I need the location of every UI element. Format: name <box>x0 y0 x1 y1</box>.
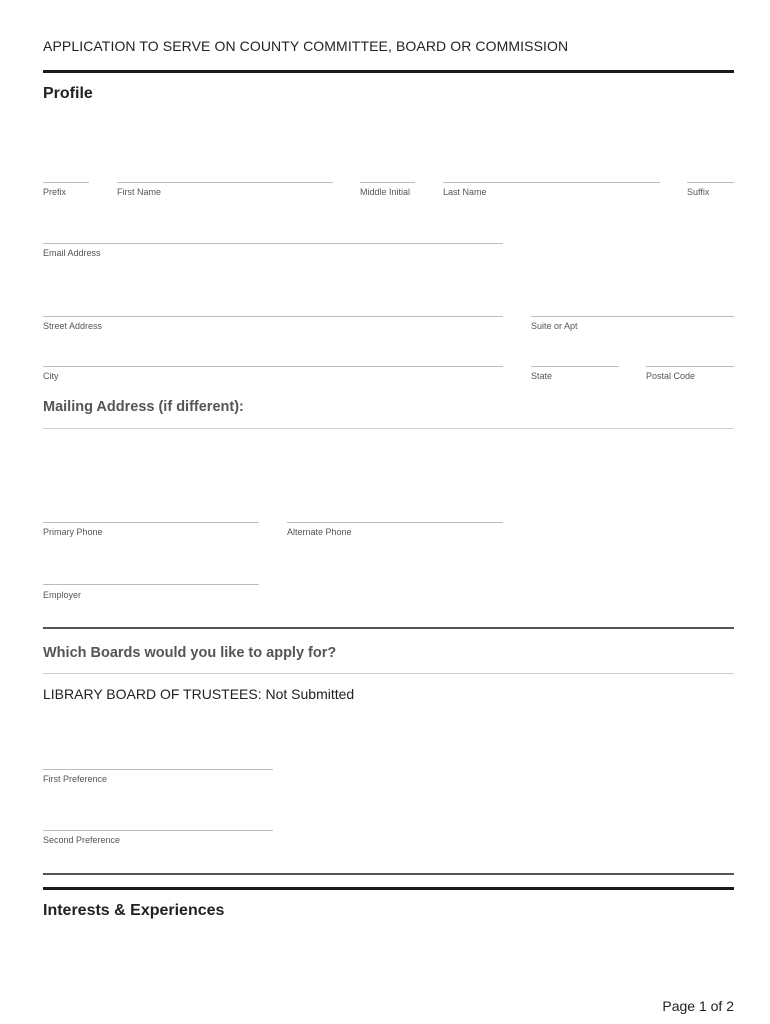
city-field[interactable] <box>43 366 503 367</box>
mailing-divider <box>43 428 734 429</box>
interests-divider <box>43 887 734 890</box>
email-field[interactable] <box>43 243 503 244</box>
street-address-label: Street Address <box>43 321 103 331</box>
page-number: Page 1 of 2 <box>662 998 734 1014</box>
last-name-label: Last Name <box>443 187 487 197</box>
second-preference-field[interactable] <box>43 830 273 831</box>
boards-divider <box>43 673 734 674</box>
middle-initial-label: Middle Initial <box>360 187 411 197</box>
primary-phone-field[interactable] <box>43 522 259 523</box>
street-address-field[interactable] <box>43 316 503 317</box>
first-preference-field[interactable] <box>43 769 273 770</box>
suite-field[interactable] <box>531 316 734 317</box>
board-entry: LIBRARY BOARD OF TRUSTEES: Not Submitted <box>43 686 355 702</box>
prefix-label: Prefix <box>43 187 67 197</box>
first-name-label: First Name <box>117 187 162 197</box>
boards-top-divider <box>43 627 734 629</box>
mailing-address-heading: Mailing Address (if different): <box>43 399 244 415</box>
document-title: APPLICATION TO SERVE ON COUNTY COMMITTEE, BOARD OR COMMISSION <box>43 38 569 54</box>
interests-heading: Interests & Experiences <box>43 902 225 919</box>
title-divider <box>43 70 734 73</box>
alternate-phone-label: Alternate Phone <box>287 527 352 537</box>
suffix-field[interactable] <box>687 182 734 183</box>
employer-field[interactable] <box>43 584 259 585</box>
first-name-field[interactable] <box>117 182 333 183</box>
suffix-label: Suffix <box>687 187 710 197</box>
employer-label: Employer <box>43 590 82 600</box>
city-label: City <box>43 371 59 381</box>
last-name-field[interactable] <box>443 182 660 183</box>
interests-top-divider <box>43 873 734 875</box>
postal-code-field[interactable] <box>646 366 734 367</box>
email-label: Email Address <box>43 248 101 258</box>
state-label: State <box>531 371 553 381</box>
middle-initial-field[interactable] <box>360 182 415 183</box>
profile-heading: Profile <box>43 85 93 102</box>
prefix-field[interactable] <box>43 182 89 183</box>
second-preference-label: Second Preference <box>43 835 121 845</box>
suite-label: Suite or Apt <box>531 321 578 331</box>
postal-code-label: Postal Code <box>646 371 696 381</box>
boards-heading: Which Boards would you like to apply for? <box>43 645 337 661</box>
state-field[interactable] <box>531 366 619 367</box>
primary-phone-label: Primary Phone <box>43 527 103 537</box>
first-preference-label: First Preference <box>43 774 108 784</box>
alternate-phone-field[interactable] <box>287 522 503 523</box>
